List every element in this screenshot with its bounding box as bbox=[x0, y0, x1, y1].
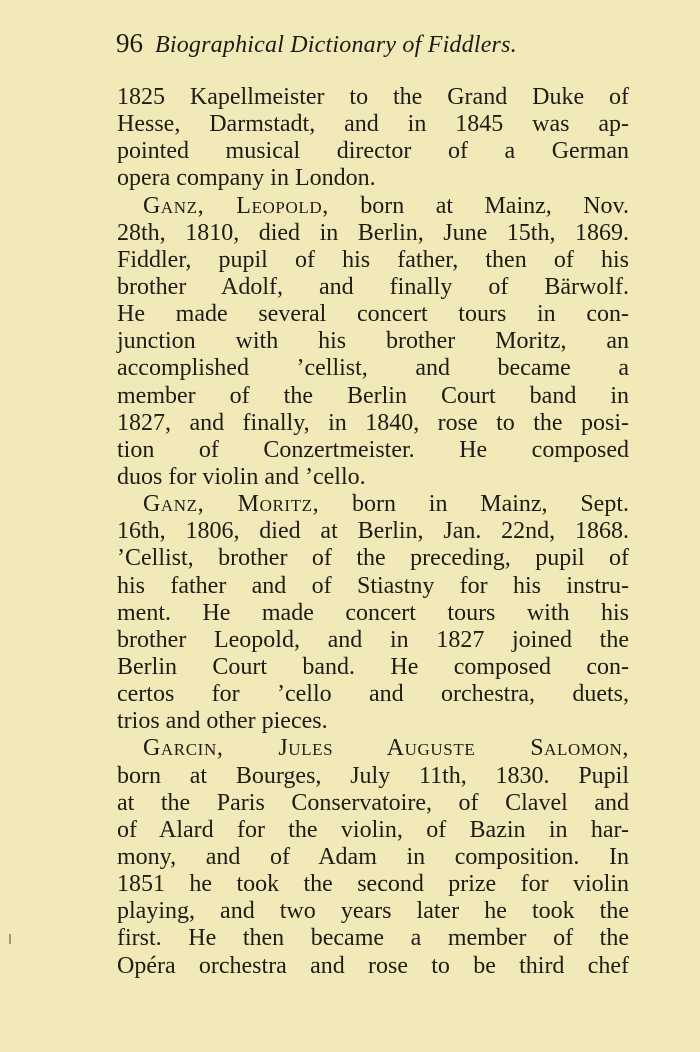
text-line: He made several concert tours in con- bbox=[117, 301, 629, 328]
margin-mark bbox=[9, 934, 11, 944]
text-line: pointed musical director of a German bbox=[117, 138, 629, 165]
text-line: opera company in London. bbox=[117, 165, 376, 192]
text-line: trios and other pieces. bbox=[117, 708, 328, 735]
text-line: playing, and two years later he took the bbox=[117, 898, 629, 925]
body-text bbox=[117, 84, 629, 980]
text-line: accomplished ’cellist, and became a bbox=[117, 355, 629, 382]
text-line: his father and of Stiastny for his instru- bbox=[117, 572, 629, 599]
text-line: tion of Conzertmeister. He composed bbox=[117, 436, 629, 463]
text-line: brother Leopold, and in 1827 joined the bbox=[117, 626, 629, 653]
text-line: 28th, 1810, died in Berlin, June 15th, 1869. bbox=[117, 219, 629, 246]
text-line: certos for ’cello and orchestra, duets, bbox=[117, 681, 629, 708]
entry-heading-line: Ganz, Moritz, born in Mainz, Sept. bbox=[143, 491, 629, 518]
entry-name: Ganz, Leopold, bbox=[143, 192, 329, 219]
text-line: junction with his brother Moritz, an bbox=[117, 328, 629, 355]
text-line: duos for violin and ’cello. bbox=[117, 463, 366, 490]
text-line: Opéra orchestra and rose to be third chef bbox=[117, 952, 629, 979]
text-line: 1851 he took the second prize for violin bbox=[117, 871, 629, 898]
entry-heading-line: Ganz, Leopold, born at Mainz, Nov. bbox=[143, 192, 629, 219]
text-line: first. He then became a member of the bbox=[117, 925, 629, 952]
text-line: at the Paris Conservatoire, of Clavel and bbox=[117, 789, 629, 816]
text-line: 1827, and finally, in 1840, rose to the posi- bbox=[117, 409, 629, 436]
running-title: Biographical Dictionary of Fiddlers. bbox=[155, 32, 517, 58]
text-line: Hesse, Darmstadt, and in 1845 was ap- bbox=[117, 111, 629, 138]
text-line: brother Adolf, and finally of Bärwolf. bbox=[117, 273, 629, 300]
page-header bbox=[116, 28, 636, 64]
text-line: of Alard for the violin, of Bazin in har- bbox=[117, 816, 629, 843]
text-line: mony, and of Adam in composition. In bbox=[117, 843, 629, 870]
text-line: Fiddler, pupil of his father, then of his bbox=[117, 246, 629, 273]
text-line: born at Bourges, July 11th, 1830. Pupil bbox=[117, 762, 629, 789]
page-number: 96 bbox=[116, 28, 143, 58]
text-line: ’Cellist, brother of the preceding, pupil of bbox=[117, 545, 629, 572]
text-line: ment. He made concert tours with his bbox=[117, 599, 629, 626]
text-line: 16th, 1806, died at Berlin, Jan. 22nd, 1868. bbox=[117, 518, 629, 545]
text-line: 1825 Kapellmeister to the Grand Duke of bbox=[117, 84, 629, 110]
entry-heading-line bbox=[117, 735, 629, 762]
entry-name: Garcin, Jules Auguste Salomon, bbox=[143, 735, 629, 762]
entry-name: Ganz, Moritz, bbox=[143, 491, 320, 518]
text-line: member of the Berlin Court band in bbox=[117, 382, 629, 409]
text-line: Berlin Court band. He composed con- bbox=[117, 653, 629, 680]
